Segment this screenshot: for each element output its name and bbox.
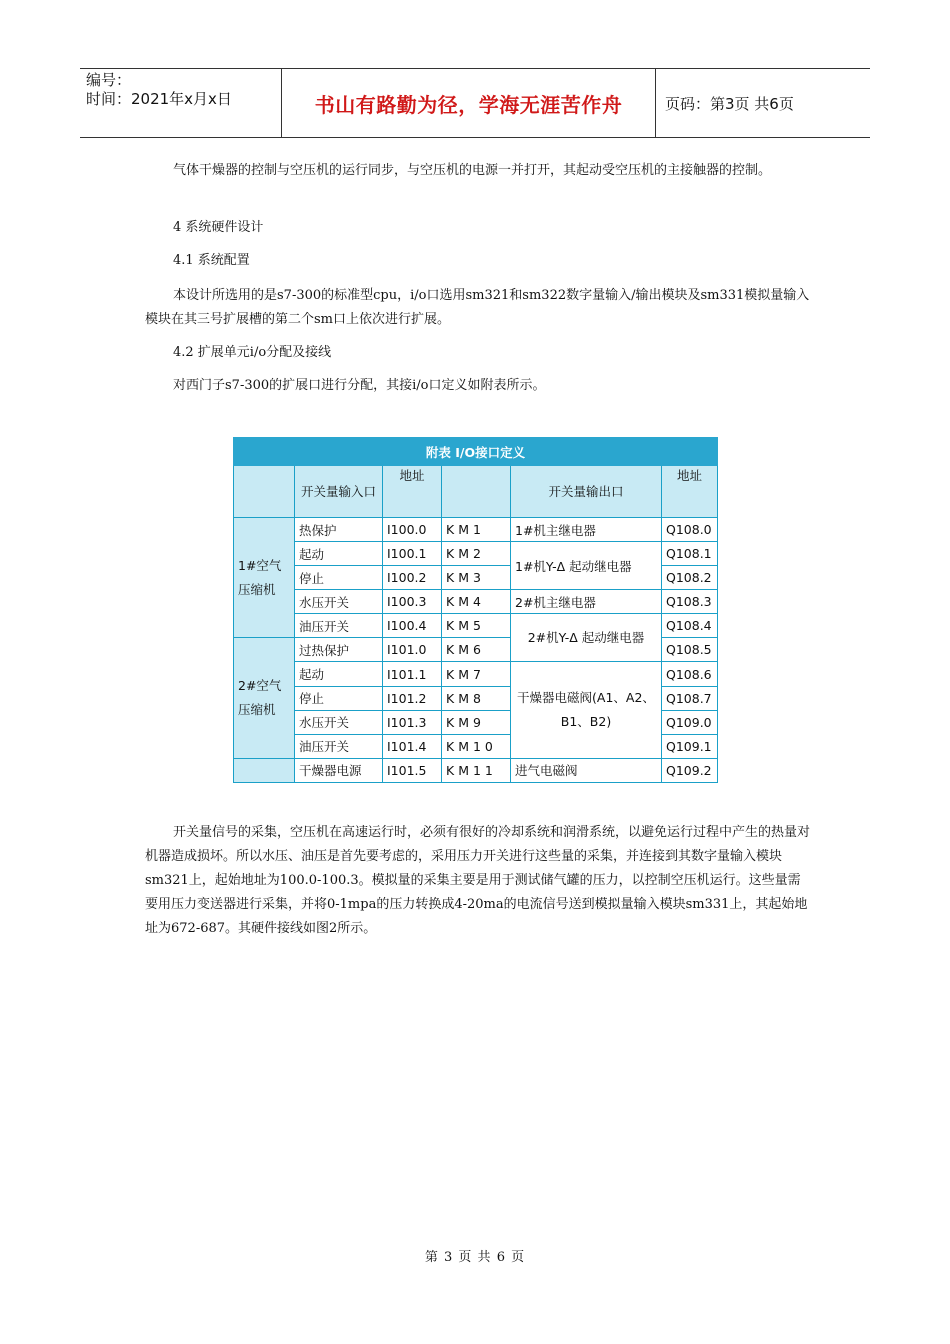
contactor-id: KM10 bbox=[442, 734, 511, 758]
io-definition-table bbox=[233, 437, 717, 783]
header-input: 开关量输入口 bbox=[295, 466, 383, 518]
header-group-cell bbox=[234, 466, 295, 518]
paragraph-io-allocation: 对西门子s7-300的扩展口进行分配，其接i/o口定义如附表所示。 bbox=[173, 378, 546, 393]
contactor-id: KM6 bbox=[442, 638, 511, 662]
section-heading-io-allocation: 4.2 扩展单元i/o分配及接线 bbox=[173, 345, 332, 360]
table-row bbox=[234, 518, 718, 542]
header-motto: 书山有路勤为径，学海无涯苦作舟 bbox=[314, 92, 623, 117]
output-address: Q108.3 bbox=[662, 590, 718, 614]
header-page-info: 页码：第3页 共6页 bbox=[665, 94, 794, 113]
output-address: Q109.0 bbox=[662, 710, 718, 734]
output-name: 1#机主继电器 bbox=[511, 518, 662, 542]
group-empty-cell bbox=[234, 758, 295, 782]
table-row bbox=[234, 542, 718, 566]
section-heading-hardware-design: 4 系统硬件设计 bbox=[173, 220, 264, 235]
input-address: I100.2 bbox=[383, 566, 442, 590]
output-address: Q108.2 bbox=[662, 566, 718, 590]
contactor-id: KM4 bbox=[442, 590, 511, 614]
header-km-cell bbox=[442, 466, 511, 518]
header-page-info-cell bbox=[656, 69, 870, 137]
contactor-id: KM8 bbox=[442, 686, 511, 710]
output-name: 1#机Y-Δ 起动继电器 bbox=[511, 542, 662, 590]
input-address: I101.2 bbox=[383, 686, 442, 710]
output-address: Q108.5 bbox=[662, 638, 718, 662]
input-name: 过热保护 bbox=[295, 638, 383, 662]
group-compressor-2: 2#空气压缩机 bbox=[234, 638, 295, 758]
input-address: I100.0 bbox=[383, 518, 442, 542]
input-address: I101.5 bbox=[383, 758, 442, 782]
input-name: 水压开关 bbox=[295, 710, 383, 734]
page-header bbox=[80, 68, 870, 138]
input-name: 热保护 bbox=[295, 518, 383, 542]
input-address: I101.0 bbox=[383, 638, 442, 662]
paragraph-signal-acquisition: 开关量信号的采集，空压机在高速运行时，必须有很好的冷却系统和润滑系统，以避免运行过程中产生的热量对机器造成损坏。所以水压、油压是首先要考虑的，采用压力开关进行这些量的采集，并连接到其数字量输入模块sm321上，起始地址为100.0-100.3。模拟量的采集主要是用于测试储气罐的压力，以控制空压机运行。这些量需要用压力变送器进行采集，并将0-1mpa的压力转换成4-20ma的电流信号送到模拟量输入模块sm331上，其起始地址为672-687。其硬件接线如图2所示。 bbox=[145, 825, 811, 936]
input-name: 停止 bbox=[295, 566, 383, 590]
output-address: Q109.2 bbox=[662, 758, 718, 782]
group-compressor-1: 1#空气压缩机 bbox=[234, 518, 295, 638]
contactor-id: KM5 bbox=[442, 614, 511, 638]
output-address: Q109.1 bbox=[662, 734, 718, 758]
input-address: I100.3 bbox=[383, 590, 442, 614]
contactor-id: KM1 bbox=[442, 518, 511, 542]
header-input-address: 地址 bbox=[383, 466, 442, 518]
table-row bbox=[234, 758, 718, 782]
output-address: Q108.7 bbox=[662, 686, 718, 710]
contactor-id: KM3 bbox=[442, 566, 511, 590]
input-name: 起动 bbox=[295, 542, 383, 566]
input-address: I101.4 bbox=[383, 734, 442, 758]
output-name: 2#机主继电器 bbox=[511, 590, 662, 614]
document-number-label: 编号： bbox=[86, 71, 132, 89]
section-heading-system-config: 4.1 系统配置 bbox=[173, 253, 250, 268]
table-title: 附表 I/O接口定义 bbox=[234, 438, 718, 466]
input-name: 油压开关 bbox=[295, 614, 383, 638]
input-name: 水压开关 bbox=[295, 590, 383, 614]
header-output: 开关量输出口 bbox=[511, 466, 662, 518]
table-row bbox=[234, 590, 718, 614]
input-name: 干燥器电源 bbox=[295, 758, 383, 782]
input-address: I101.3 bbox=[383, 710, 442, 734]
contactor-id: KM2 bbox=[442, 542, 511, 566]
contactor-id: KM9 bbox=[442, 710, 511, 734]
output-address: Q108.1 bbox=[662, 542, 718, 566]
input-address: I101.1 bbox=[383, 662, 442, 686]
input-name: 油压开关 bbox=[295, 734, 383, 758]
contactor-id: KM11 bbox=[442, 758, 511, 782]
header-motto-cell bbox=[282, 69, 656, 137]
header-output-address: 地址 bbox=[662, 466, 718, 518]
output-address: Q108.4 bbox=[662, 614, 718, 638]
paragraph-dryer-control: 气体干燥器的控制与空压机的运行同步，与空压机的电源一并打开，其起动受空压机的主接触器的控制。 bbox=[173, 163, 772, 178]
input-address: I100.1 bbox=[383, 542, 442, 566]
header-meta bbox=[80, 69, 282, 137]
contactor-id: KM7 bbox=[442, 662, 511, 686]
table-row bbox=[234, 614, 718, 638]
input-name: 停止 bbox=[295, 686, 383, 710]
output-name: 干燥器电磁阀(A1、A2、B1、B2) bbox=[511, 662, 662, 758]
paragraph-system-config: 本设计所选用的是s7-300的标准型cpu，i/o口选用sm321和sm322数字量输入/输出模块及sm331模拟量输入模块在其三号扩展槽的第二个sm口上依次进行扩展。 bbox=[145, 288, 810, 327]
table-title-row bbox=[234, 438, 718, 466]
output-address: Q108.0 bbox=[662, 518, 718, 542]
output-name: 2#机Y-Δ 起动继电器 bbox=[511, 614, 662, 662]
input-name: 起动 bbox=[295, 662, 383, 686]
output-name: 进气电磁阀 bbox=[511, 758, 662, 782]
page-footer: 第 3 页 共 6 页 bbox=[424, 1250, 526, 1265]
document-date-label: 时间：2021年x月x日 bbox=[86, 90, 232, 108]
io-table-grid bbox=[233, 437, 718, 783]
input-address: I100.4 bbox=[383, 614, 442, 638]
output-address: Q108.6 bbox=[662, 662, 718, 686]
table-row bbox=[234, 662, 718, 686]
table-header-row bbox=[234, 466, 718, 518]
